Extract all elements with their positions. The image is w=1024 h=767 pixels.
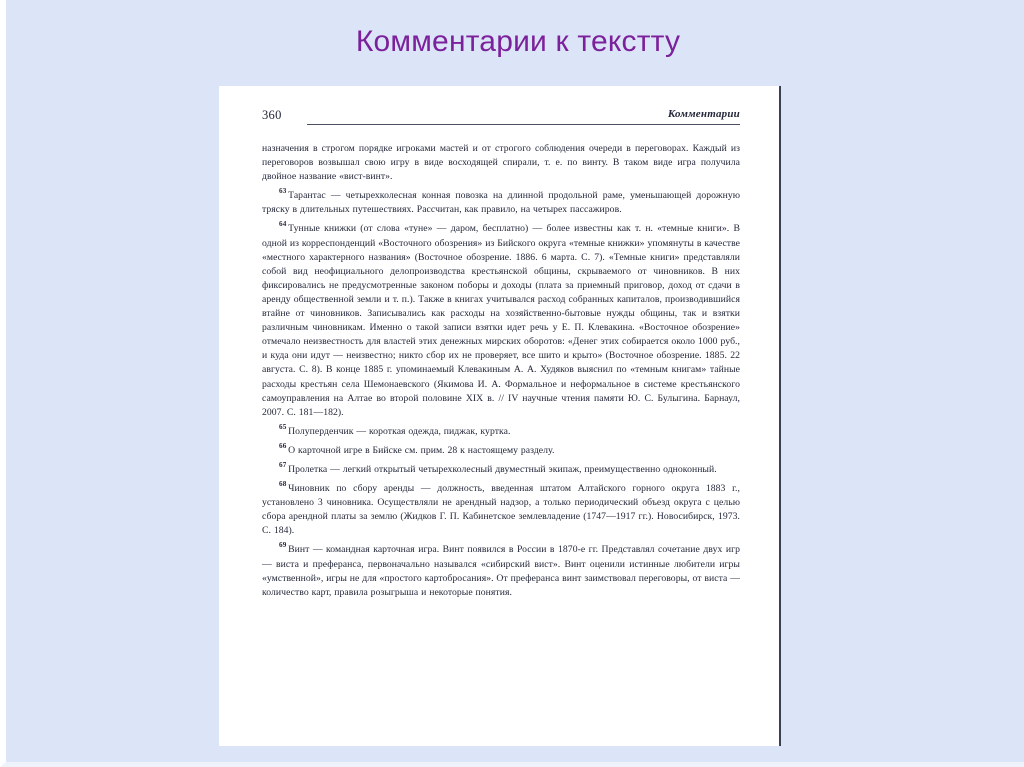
note-text: Тунные книжки (от слова «туне» — даром, бесплатно) — более известны как т. н. «темные книги». В одной из корреспонденций «Восточного обозрения» из Бийского округа «темные книжки» упомянуты в качестве «местного характерного названия» (Восточное обозрение. 1886. 6 марта. С. 7). «Темные книги» представляли собой вид неофициального делопроизводства крестьянской общины, скрываемого от чиновников. В них фиксировались не предусмотренные законом поборы и доходы (плата за приемный приговор, доход от сдачи в аренду общественной земли и т. п.). Также в книгах учитывался расход собранных капиталов, производившийся втайне от чиновников. Записывались как расходы на хозяйственно-бытовые нужды общины, так и взятки различным чиновникам. Именно о такой записи взятки идет речь у Е. П. Клевакина. «Восточное обозрение» отмечало неизвестность для властей этих денежных мирских оборотов: «Денег этих собирается около 1000 руб., и куда они идут — неизвестно; никто сбор их не проверяет, все шито и крыто» (Восточное обозрение. 1885. 22 августа. С. 8). В конце 1885 г. упоминаемый Клевакиным А. А. Худяков выяснил по «темным книгам» тайные расходы крестьян села Шемонаевского (Якимова И. А. Формальное и неформальное в системе крестьянского самоуправления на Алтае во второй половине XIX в. // IV научные чтения памяти Ю. С. Булыгина. Барнаул, 2007. С. 181—182). <box>262 223 740 418</box>
note-text: назначения в строгом порядке игроками мастей и от строгого соблюдения очереди в переговорах. Каждый из переговоров возвышал свою игру в виде восходящей спирали, т. е. по винту. В таком виде игра получила двойное название «вист-винт». <box>262 143 740 183</box>
running-head-title: Комментарии <box>667 108 740 120</box>
note-number: 68 <box>279 480 287 489</box>
note-number: 66 <box>279 441 287 450</box>
scanned-book-page <box>219 86 781 746</box>
note-text: Полуперденчик — короткая одежда, пиджак, куртка. <box>288 425 511 437</box>
commentary-note <box>262 420 740 439</box>
note-number: 65 <box>279 422 287 431</box>
commentary-note <box>262 477 740 538</box>
note-text: Тарантас — четырехколесная конная повозка на длинной продольной раме, уменьшающей дорожную тряску в длительных путешествиях. Рассчитан, как правило, на четырех пассажиров. <box>262 190 740 216</box>
commentary-note <box>262 217 740 419</box>
continued-paragraph <box>262 142 740 184</box>
commentary-note <box>262 538 740 599</box>
note-text: Пролетка — легкий открытый четырехколесный двуместный экипаж, преимущественно одноконный. <box>288 463 717 475</box>
commentary-note <box>262 458 740 477</box>
page-content-area <box>262 108 740 600</box>
note-text: Винт — командная карточная игра. Винт появился в России в 1870-е гг. Представлял сочетание двух игр — виста и преферанса, первоначально назывался «сибирский вист». Винт оценили истинные любители игры «умственной», игры не для «простого картобросания». От преферанса винт заимствовал переговоры, от виста — количество карт, правила розыгрыша и некоторые понятия. <box>262 544 740 598</box>
header-rule <box>307 124 740 125</box>
running-head <box>262 108 740 128</box>
note-number: 69 <box>279 541 287 550</box>
page-title: Комментарии к текстту <box>355 25 681 58</box>
commentary-note <box>262 184 740 217</box>
note-number: 64 <box>279 220 287 229</box>
note-text: Чиновник по сбору аренды — должность, введенная штатом Алтайского горного округа 1883 г., установлено 3 чиновника. Осуществляли не арендный надзор, а только периодический объезд округа с целью сбора арендной платы за землю (Жидков Г. П. Кабинетское землевладение (1747—1917 гг.). Новосибирск, 1973. С. 184). <box>262 483 740 537</box>
commentary-note-list <box>262 142 740 600</box>
page-number: 360 <box>262 108 282 122</box>
commentary-note <box>262 439 740 458</box>
note-number: 63 <box>279 187 287 196</box>
note-number: 67 <box>279 460 287 469</box>
note-text: О карточной игре в Бийске см. прим. 28 к настоящему разделу. <box>288 444 555 456</box>
